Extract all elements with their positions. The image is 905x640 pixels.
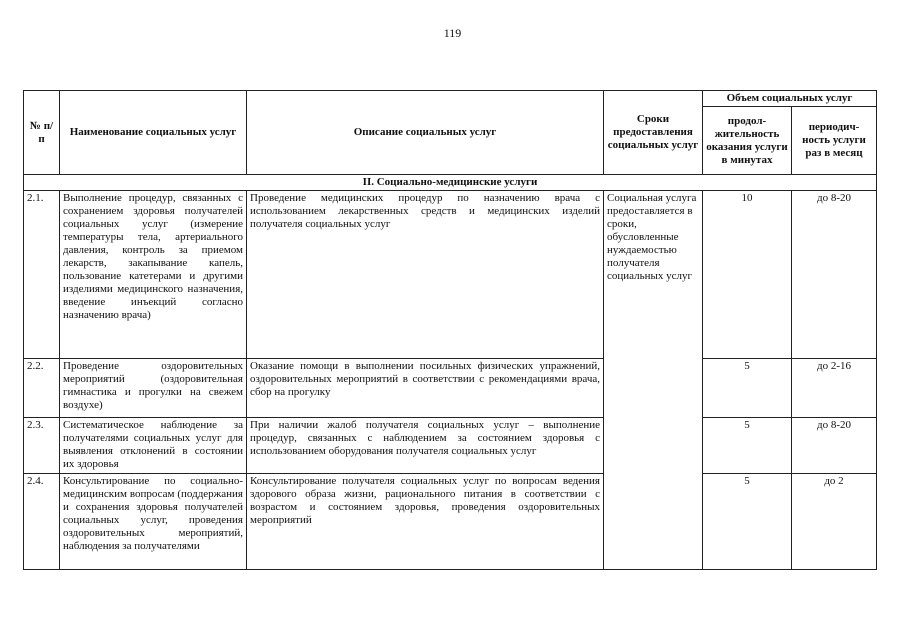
row-name: Выполнение процедур, связанных с сохранением здоровья получателей социальных услуг (измерение температуры тела, артериального давления, контроль за приемом лекарств, закапывание капель, пользование катетерами и другими изделиями медицинского назначения, введение инъекций согласно назначению врача) <box>60 191 247 359</box>
social-services-table <box>23 90 877 570</box>
row-num: 2.1. <box>24 191 60 359</box>
row-duration: 10 <box>703 191 792 359</box>
row-num: 2.4. <box>24 474 60 570</box>
terms-cell: Социальная услуга предоставляется в сроки, обусловленные нуждаемостью получателя социальных услуг <box>604 191 703 570</box>
table-row <box>24 474 877 570</box>
header-terms: Сроки предоставления социальных услуг <box>604 91 703 175</box>
header-num: № п/п <box>24 91 60 175</box>
row-periodicity: до 2 <box>792 474 877 570</box>
table-row <box>24 191 877 359</box>
table-row <box>24 418 877 474</box>
row-description: Проведение медицинских процедур по назначению врача с использованием лекарственных средств и медицинских изделий получателя социальных услуг <box>247 191 604 359</box>
section-title: II. Социально-медицинские услуги <box>24 175 877 191</box>
header-description: Описание социальных услуг <box>247 91 604 175</box>
header-duration: продол-жительность оказания услуги в минутах <box>703 107 792 175</box>
header-volume: Объем социальных услуг <box>703 91 877 107</box>
page-number: 119 <box>443 26 462 40</box>
row-num: 2.3. <box>24 418 60 474</box>
header-periodicity: периодич-ность услуги раз в месяц <box>792 107 877 175</box>
row-description: При наличии жалоб получателя социальных услуг – выполнение процедур, связанных с наблюдением за состоянием здоровья с использованием оборудования получателя социальных услуг <box>247 418 604 474</box>
row-description: Консультирование получателя социальных услуг по вопросам ведения здорового образа жизни, рационального питания в соответствии с возрастом и состоянием здоровья, проведения оздоровительных мероприятий <box>247 474 604 570</box>
header-name: Наименование социальных услуг <box>60 91 247 175</box>
row-description: Оказание помощи в выполнении посильных физических упражнений, оздоровительных мероприятий в соответствии с рекомендациями врача, сбор на прогулку <box>247 359 604 418</box>
row-periodicity: до 8-20 <box>792 191 877 359</box>
row-duration: 5 <box>703 474 792 570</box>
row-duration: 5 <box>703 418 792 474</box>
row-duration: 5 <box>703 359 792 418</box>
row-name: Проведение оздоровительных мероприятий (оздоровительная гимнастика и прогулки на свежем воздухе) <box>60 359 247 418</box>
row-periodicity: до 8-20 <box>792 418 877 474</box>
row-name: Консультирование по социально-медицинским вопросам (поддержания и сохранения здоровья получателей социальных услуг, проведения оздоровительных мероприятий, наблюдения за получателями <box>60 474 247 570</box>
row-periodicity: до 2-16 <box>792 359 877 418</box>
table-row <box>24 359 877 418</box>
row-num: 2.2. <box>24 359 60 418</box>
row-name: Систематическое наблюдение за получателями социальных услуг для выявления отклонений в состоянии их здоровья <box>60 418 247 474</box>
